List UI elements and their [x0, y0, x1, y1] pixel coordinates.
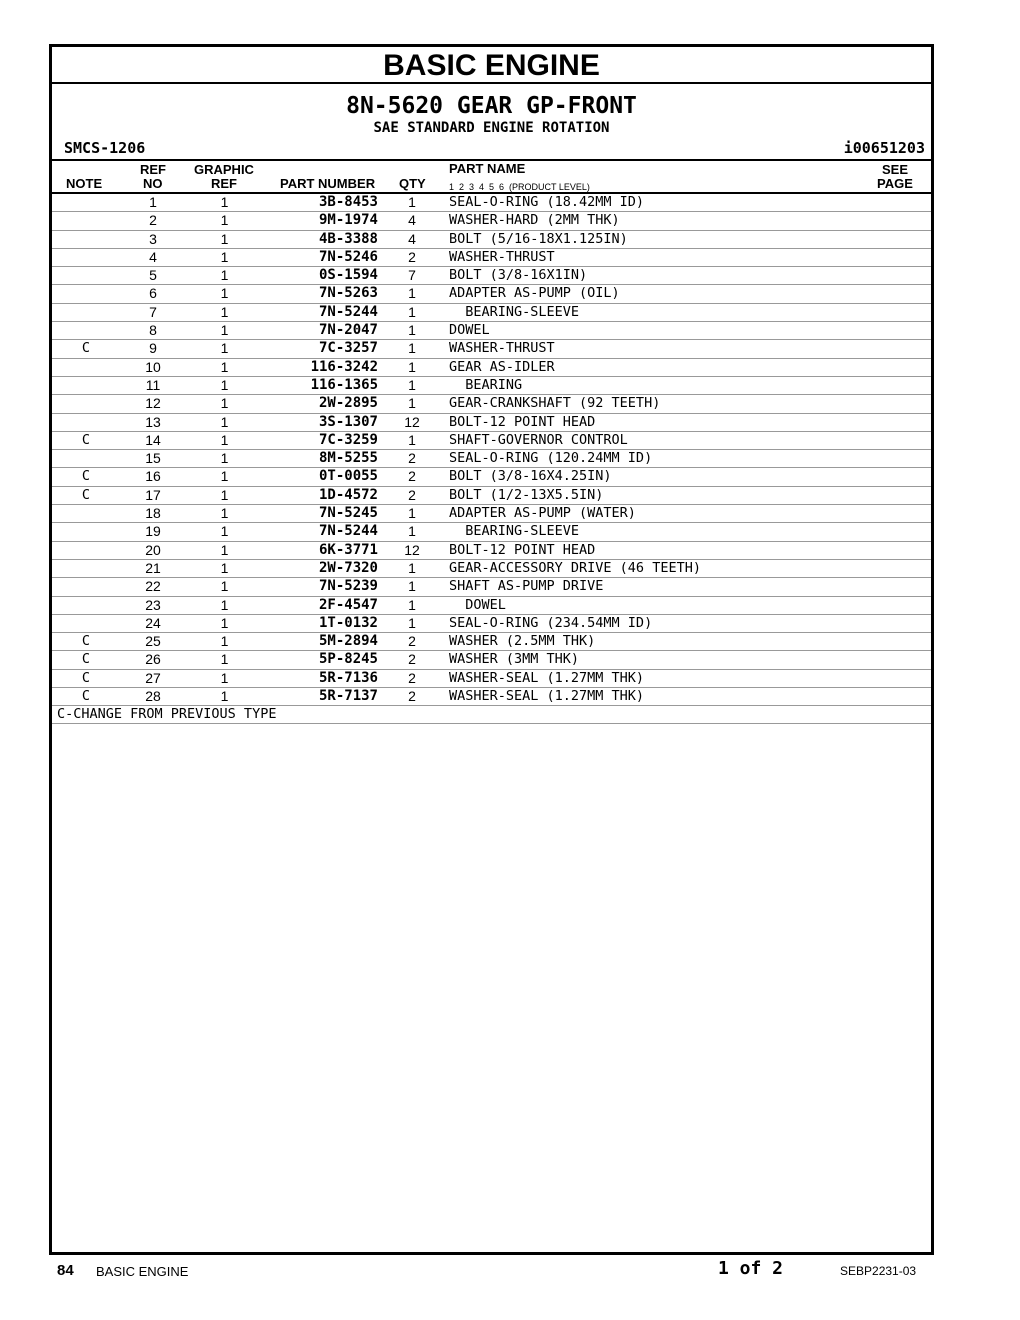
row-part-number: 8M-5255: [318, 450, 378, 467]
row-graphic-ref: 1: [220, 633, 229, 650]
row-part-number: 1D-4572: [318, 486, 378, 503]
row-qty: 1: [408, 322, 416, 339]
row-graphic-ref: 1: [220, 322, 229, 339]
row-ref-no: 23: [145, 596, 161, 613]
row-part-number: 7N-2047: [318, 322, 378, 339]
row-qty: 1: [408, 194, 416, 210]
row-part-name: DOWEL: [449, 596, 506, 613]
row-ref-no: 8: [149, 322, 157, 339]
row-ref-no: 18: [145, 505, 161, 522]
table-row: [52, 597, 931, 615]
table-row: [52, 542, 931, 560]
row-part-name: BOLT (3/8-16X4.25IN): [449, 468, 612, 485]
row-part-number: 9M-1974: [318, 212, 378, 229]
row-qty: 1: [408, 376, 416, 393]
row-graphic-ref: 1: [220, 541, 229, 558]
table-row: [52, 615, 931, 633]
row-part-number: 6K-3771: [318, 541, 378, 558]
row-part-number: 5R-7137: [318, 688, 378, 705]
table-row: [52, 560, 931, 578]
table-row: [52, 395, 931, 413]
row-part-number: 0T-0055: [318, 468, 378, 485]
row-part-name: BOLT (1/2-13X5.5IN): [449, 486, 604, 503]
row-qty: 1: [408, 559, 416, 576]
row-graphic-ref: 1: [220, 340, 229, 357]
page-of: 1 of 2: [718, 1258, 784, 1279]
row-qty: 2: [408, 633, 416, 650]
row-ref-no: 28: [145, 688, 161, 705]
row-part-number: 3B-8453: [318, 194, 378, 210]
row-graphic-ref: 1: [220, 431, 229, 448]
row-ref-no: 21: [145, 559, 161, 576]
row-graphic-ref: 1: [220, 669, 229, 686]
row-part-name: WASHER-SEAL (1.27MM THK): [449, 688, 645, 705]
row-graphic-ref: 1: [220, 358, 229, 375]
header-note: NOTE: [66, 176, 103, 191]
row-part-number: 7N-5244: [318, 303, 378, 320]
row-part-number: 7N-5244: [318, 523, 378, 540]
row-graphic-ref: 1: [220, 413, 229, 430]
document-number: SEBP2231-03: [840, 1264, 917, 1278]
row-part-number: 4B-3388: [318, 230, 378, 247]
row-part-name: BOLT (5/16-18X1.125IN): [449, 230, 628, 247]
row-part-name: WASHER-THRUST: [449, 248, 555, 265]
smcs-code: SMCS-1206: [64, 139, 146, 157]
header-qty: QTY: [399, 176, 426, 191]
row-ref-no: 13: [145, 413, 161, 430]
row-part-number: 5M-2894: [318, 633, 378, 650]
row-part-name: SEAL-O-RING (120.24MM ID): [449, 450, 653, 467]
meta-row: [52, 137, 931, 161]
table-row: [52, 377, 931, 395]
row-ref-no: 6: [149, 285, 157, 302]
table-row: [52, 523, 931, 541]
header-product-levels: 1 2 3 4 5 6 (PRODUCT LEVEL): [449, 182, 590, 192]
row-graphic-ref: 1: [220, 578, 229, 595]
group-subtitle: SAE STANDARD ENGINE ROTATION: [373, 120, 610, 136]
row-qty: 1: [408, 303, 416, 320]
row-part-name: BEARING-SLEEVE: [449, 303, 580, 320]
row-graphic-ref: 1: [220, 596, 229, 613]
row-ref-no: 15: [145, 450, 161, 467]
row-part-name: ADAPTER AS-PUMP (WATER): [449, 505, 636, 522]
row-graphic-ref: 1: [220, 651, 229, 668]
row-note: C: [81, 633, 91, 650]
row-part-name: SEAL-O-RING (18.42MM ID): [449, 194, 645, 210]
row-ref-no: 10: [145, 358, 161, 375]
row-qty: 1: [408, 596, 416, 613]
row-part-name: BOLT-12 POINT HEAD: [449, 541, 596, 558]
row-ref-no: 12: [145, 395, 161, 412]
row-part-name: DOWEL: [449, 322, 490, 339]
row-ref-no: 3: [149, 230, 157, 247]
row-qty: 2: [408, 450, 416, 467]
row-ref-no: 17: [145, 486, 161, 503]
page-footer: [0, 1258, 1020, 1282]
row-ref-no: 7: [149, 303, 157, 320]
table-row: [52, 633, 931, 651]
table-row: [52, 267, 931, 285]
table-row: [52, 304, 931, 322]
row-part-name: GEAR-CRANKSHAFT (92 TEETH): [449, 395, 661, 412]
row-qty: 12: [404, 541, 420, 558]
row-graphic-ref: 1: [220, 614, 229, 631]
row-ref-no: 14: [145, 431, 161, 448]
footer-section: BASIC ENGINE: [96, 1264, 189, 1279]
row-part-name: BOLT-12 POINT HEAD: [449, 413, 596, 430]
table-row: [52, 414, 931, 432]
row-ref-no: 5: [149, 267, 157, 284]
row-part-number: 7N-5239: [318, 578, 378, 595]
page-number: 84: [57, 1262, 74, 1279]
table-header: [52, 161, 931, 194]
row-part-number: 0S-1594: [318, 267, 378, 284]
row-ref-no: 11: [145, 376, 161, 393]
table-row: [52, 432, 931, 450]
row-note: C: [81, 688, 91, 705]
row-ref-no: 20: [145, 541, 161, 558]
row-qty: 1: [408, 614, 416, 631]
row-part-name: WASHER-SEAL (1.27MM THK): [449, 669, 645, 686]
group-title: 8N-5620 GEAR GP-FRONT: [346, 93, 637, 119]
row-graphic-ref: 1: [220, 267, 229, 284]
row-graphic-ref: 1: [220, 688, 229, 705]
table-row: [52, 285, 931, 303]
row-note: C: [81, 468, 91, 485]
row-graphic-ref: 1: [220, 285, 229, 302]
table-row: [52, 468, 931, 486]
row-part-name: SHAFT-GOVERNOR CONTROL: [449, 431, 628, 448]
row-note: C: [81, 431, 91, 448]
table-row: [52, 322, 931, 340]
row-qty: 1: [408, 578, 416, 595]
header-part-name: PART NAME: [449, 161, 526, 176]
row-part-name: BOLT (3/8-16X1IN): [449, 267, 588, 284]
table-row: [52, 212, 931, 230]
row-ref-no: 19: [145, 523, 161, 540]
row-graphic-ref: 1: [220, 486, 229, 503]
table-row: [52, 670, 931, 688]
row-graphic-ref: 1: [220, 559, 229, 576]
row-part-number: 116-1365: [310, 376, 378, 393]
row-part-name: BEARING: [449, 376, 523, 393]
row-part-number: 7N-5263: [318, 285, 378, 302]
row-part-name: WASHER (3MM THK): [449, 651, 580, 668]
table-row: [52, 651, 931, 669]
row-part-number: 7N-5246: [318, 248, 378, 265]
section-title: BASIC ENGINE: [52, 47, 931, 84]
table-row: [52, 688, 931, 706]
header-see-page-line2: PAGE: [877, 176, 913, 191]
row-qty: 2: [408, 651, 416, 668]
row-qty: 2: [408, 669, 416, 686]
row-graphic-ref: 1: [220, 230, 229, 247]
row-part-name: GEAR-ACCESSORY DRIVE (46 TEETH): [449, 559, 701, 576]
row-graphic-ref: 1: [220, 248, 229, 265]
header-part-number: PART NUMBER: [280, 176, 376, 191]
row-part-name: SEAL-O-RING (234.54MM ID): [449, 614, 653, 631]
header-ref-no-line1: REF: [140, 162, 166, 177]
table-row: [52, 231, 931, 249]
row-qty: 2: [408, 468, 416, 485]
row-ref-no: 1: [149, 194, 157, 210]
row-ref-no: 4: [149, 248, 157, 265]
row-qty: 1: [408, 523, 416, 540]
row-graphic-ref: 1: [220, 194, 229, 210]
row-qty: 1: [408, 431, 416, 448]
footnote: C-CHANGE FROM PREVIOUS TYPE: [52, 706, 931, 724]
table-row: [52, 450, 931, 468]
row-part-number: 2W-7320: [318, 559, 378, 576]
row-graphic-ref: 1: [220, 303, 229, 320]
row-qty: 1: [408, 340, 416, 357]
table-row: [52, 578, 931, 596]
row-part-name: ADAPTER AS-PUMP (OIL): [449, 285, 620, 302]
header-graphic-ref-line2: REF: [211, 176, 237, 191]
row-note: C: [81, 486, 91, 503]
row-ref-no: 25: [145, 633, 161, 650]
row-graphic-ref: 1: [220, 523, 229, 540]
header-see-page-line1: SEE: [882, 162, 909, 177]
row-part-name: WASHER (2.5MM THK): [449, 633, 596, 650]
row-ref-no: 27: [145, 669, 161, 686]
row-part-number: 7C-3257: [318, 340, 378, 357]
row-graphic-ref: 1: [220, 450, 229, 467]
illustration-id: i00651203: [843, 139, 925, 157]
page-frame: [49, 44, 934, 1255]
table-row: [52, 249, 931, 267]
row-qty: 2: [408, 486, 416, 503]
row-qty: 2: [408, 688, 416, 705]
row-part-number: 2W-2895: [318, 395, 378, 412]
row-part-name: GEAR AS-IDLER: [449, 358, 555, 375]
row-note: C: [81, 669, 91, 686]
row-qty: 2: [408, 248, 416, 265]
row-qty: 1: [408, 358, 416, 375]
row-note: C: [81, 651, 91, 668]
row-ref-no: 26: [145, 651, 161, 668]
row-ref-no: 24: [145, 614, 161, 631]
table-row: [52, 340, 931, 358]
row-qty: 1: [408, 505, 416, 522]
table-row: [52, 505, 931, 523]
header-ref-no-line2: NO: [143, 176, 163, 191]
row-ref-no: 16: [145, 468, 161, 485]
row-part-number: 5R-7136: [318, 669, 378, 686]
header-graphic-ref-line1: GRAPHIC: [194, 162, 254, 177]
row-part-name: SHAFT AS-PUMP DRIVE: [449, 578, 604, 595]
row-ref-no: 9: [149, 340, 157, 357]
row-graphic-ref: 1: [220, 505, 229, 522]
row-qty: 1: [408, 285, 416, 302]
row-part-number: 116-3242: [310, 358, 378, 375]
table-row: [52, 359, 931, 377]
row-qty: 4: [408, 230, 416, 247]
row-ref-no: 2: [149, 212, 157, 229]
row-part-name: WASHER-THRUST: [449, 340, 555, 357]
row-graphic-ref: 1: [220, 376, 229, 393]
row-part-name: WASHER-HARD (2MM THK): [449, 212, 620, 229]
row-part-number: 7C-3259: [318, 431, 378, 448]
row-note: C: [81, 340, 91, 357]
row-part-number: 1T-0132: [318, 614, 378, 631]
row-qty: 1: [408, 395, 416, 412]
row-ref-no: 22: [145, 578, 161, 595]
row-part-number: 7N-5245: [318, 505, 378, 522]
row-graphic-ref: 1: [220, 468, 229, 485]
row-part-number: 3S-1307: [318, 413, 378, 430]
row-graphic-ref: 1: [220, 212, 229, 229]
row-qty: 4: [408, 212, 416, 229]
row-part-number: 2F-4547: [318, 596, 378, 613]
row-graphic-ref: 1: [220, 395, 229, 412]
row-qty: 12: [404, 413, 420, 430]
parts-table-body: [52, 194, 931, 706]
table-row: [52, 487, 931, 505]
row-part-name: BEARING-SLEEVE: [449, 523, 580, 540]
row-qty: 7: [408, 267, 416, 284]
table-row: [52, 194, 931, 212]
row-part-number: 5P-8245: [318, 651, 378, 668]
